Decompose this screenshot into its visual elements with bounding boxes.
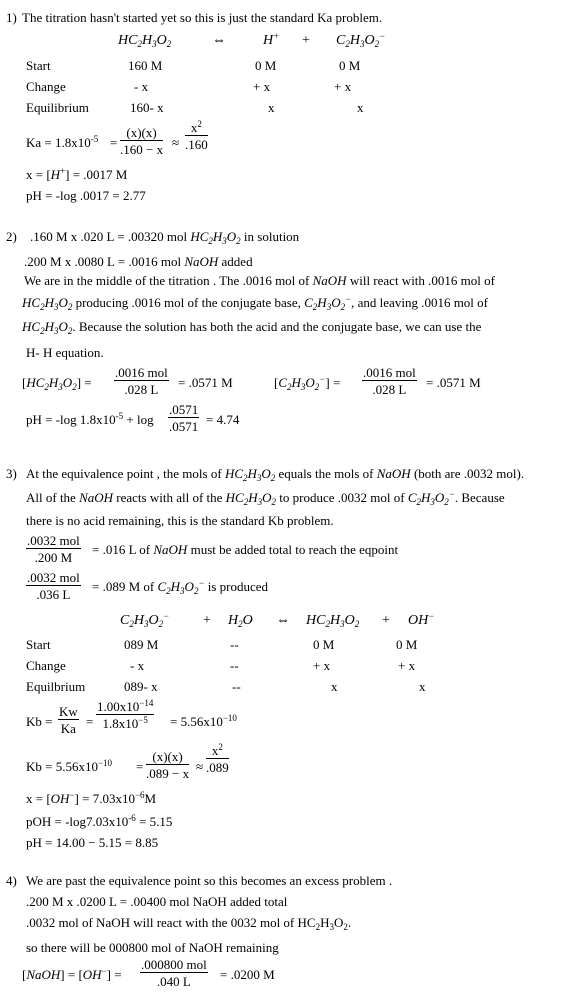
p1-ice-cell: x [268,100,275,115]
p2-base-fraction: .0016 mol .028 L [363,365,416,397]
p3-ice-cell: x [331,679,338,694]
p4-result: = .0200 M [220,967,275,982]
p2-acid-fraction: .0016 mol .028 L [115,365,168,397]
p3-plus: + [203,613,211,628]
p1-ph-line: pH = -log .0017 = 2.77 [26,188,146,203]
p2-acid-conc: $[HC_2H_3O_2]$ = [22,375,92,392]
p3-number: 3) [6,466,17,481]
p3-ph-line: pH = 14.00 − 5.15 = 8.85 [26,835,159,850]
p1-ice-cell: + x [253,79,271,94]
p3-poh-line: pOH = $-\log 7.03x10^{-6} = 5.15$ [26,813,173,829]
p1-ice-cell: + x [334,79,352,94]
p2-line1: .160 M x .020 L = .00320 mol $HC_2H_3O_2$ in solution [30,229,300,246]
p4-equation-lhs: [NaOH] = [OH−] = [22,966,122,982]
p3-kb-result: = $5.56x10^{-10}$ [170,713,237,729]
p1-acid-formula: $HC_2H_3O_2$ [118,33,172,49]
p3-ice-cell: -- [232,679,241,694]
p1-ice-label: Change [26,79,66,94]
p3-ice-label: Equilbrium [26,679,86,694]
p1-ice-cell: 160- x [130,100,164,115]
p2-text3: $HC_2H_3O_2$. Because the solution has both the acid and the conjugate base, we can use the [22,319,482,336]
p2-line2: .200 M x .0080 L = .0016 mol NaOH added [24,254,253,269]
p3-water: $H_2O$ [228,613,253,629]
p3-ice-cell: -- [230,658,239,673]
p1-number: 1) [6,10,17,25]
p1-ice-cell: - x [134,79,149,94]
p3-hydroxide: OH− [408,611,435,628]
p1-ice-cell: 0 M [255,58,277,73]
p3-ice-cell: + x [398,658,416,673]
p2-ph-fraction: $\frac{.0571}{.0571}$ [169,402,199,434]
p3-conc-fraction: .0032 mol .036 L [27,570,80,602]
p1-ice-cell: x [357,100,364,115]
p2-base-conc: $[C_2H_3O_2^-]$ = [274,374,341,392]
p1-acetate: $C_2H_3O_2^-$ [336,31,386,49]
p1-ice-label: Start [26,58,51,73]
p3-ice-label: Start [26,637,51,652]
p3-kw-ka-fraction: $\frac{Kw}{Ka}$ [59,704,78,736]
p3-ice-label: Change [26,658,66,673]
p3-kb-eq: = [86,714,94,729]
p3-kb-lhs: Kb = [26,714,53,729]
p3-line2: All of the NaOH reacts with all of the $HC_2H_3O_2$ to produce .0032 mol of $C_2H_3O_2^-$. Because [26,489,505,507]
p1-ka-equals: = [110,135,118,150]
p4-fraction: .000800 mol .040 L [141,957,207,989]
p3-acid: $HC_2H_3O_2$ [306,613,360,629]
p1-plus: + [302,33,310,48]
p1-ice-label: Equilibrium [26,100,89,115]
p2-number: 2) [6,229,17,244]
p1-equilibrium-arrow: ⇔ [212,33,226,48]
p4-line4: so there will be 000800 mol of NaOH remaining [26,940,279,955]
p3-kb2-eq: = [136,759,144,774]
p2-ph-result: = 4.74 [206,412,240,427]
p4-line2: .200 M x .0200 L = .00400 mol NaOH added total [26,894,288,909]
p3-ice-cell: 0 M [396,637,418,652]
p3-ice-cell: - x [130,658,145,673]
p3-ice-cell: 089- x [124,679,158,694]
p1-hplus: H+ [263,31,280,48]
p2-acid-result: = .0571 M [178,375,233,390]
p2-ph-lhs: pH = -log $1.8x10^{-5} + \log$ [26,411,154,427]
p3-line1: At the equivalence point , the mols of $HC_2H_3O_2$ equals the mols of NaOH (both are .0032 mol). [26,466,525,483]
p2-text1: We are in the middle of the titration . The .0016 mol of NaOH will react with .0016 mol of [24,273,495,288]
p3-equilibrium-arrow: ⇔ [276,613,290,628]
p1-ka-fraction: $\frac{(x)(x)}{.160 - x}$ [120,125,164,157]
p3-kb2-lhs: $Kb = 5.56x10^{-10}$ [26,758,113,774]
p3-kb2-approx-fraction: $\frac{x^2}{.089}$ [206,742,229,775]
p2-base-result: = .0571 M [426,375,481,390]
p3-ice-cell: -- [230,637,239,652]
p3-volume-text: = .016 L of NaOH must be added total to reach the eqpoint [92,542,399,557]
p3-kb2-fraction: $\frac{(x)(x)}{.089 - x}$ [146,749,190,781]
p1-ka-fraction-approx: $\frac{x^2}{.160}$ [185,119,208,152]
p4-line1: We are past the equivalence point so this becomes an excess problem . [26,873,393,888]
p3-ice-cell: 089 M [124,637,159,652]
p1-ka-lhs: $Ka = 1.8x10^{-5}$ [26,134,99,150]
p1-intro: The titration hasn't started yet so this is just the standard Ka problem. [22,10,383,25]
p4-number: 4) [6,873,17,888]
p3-kb-value-fraction: $\frac{1.00x10^{-14}}{1.8x10^{-5}}$ [97,698,154,731]
p3-kb2-approx: ≈ [196,759,204,774]
p4-line3: .0032 mol of NaOH will react with the 0032 mol of $HC_2H_3O_2$. [26,915,352,932]
p3-x-line: $x = [OH^-] = 7.03x10^{-6}M$ [26,790,157,806]
p3-ice-cell: + x [313,658,331,673]
p3-acetate: $C_2H_3O_2^-$ [120,611,170,629]
p3-line3: there is no acid remaining, this is the standard Kb problem. [26,513,334,528]
p3-ice-cell: x [419,679,426,694]
p3-ice-cell: 0 M [313,637,335,652]
p1-ice-cell: 160 M [128,58,163,73]
p1-x-line: x = [H+] = .0017 M [26,166,128,182]
p1-ice-cell: 0 M [339,58,361,73]
p3-plus2: + [382,613,390,628]
p3-conc-text: = .089 M of $C_2H_3O_2^-$ is produced [92,578,269,596]
p3-volume-fraction: .0032 mol .200 M [27,533,80,565]
p1-ka-approx: ≈ [172,135,180,150]
p2-text4: H- H equation. [26,345,104,360]
p2-text2: $HC_2H_3O_2$ producing .0016 mol of the conjugate base, $C_2H_3O_2^-$, and leaving .0016 mol of [22,294,488,312]
